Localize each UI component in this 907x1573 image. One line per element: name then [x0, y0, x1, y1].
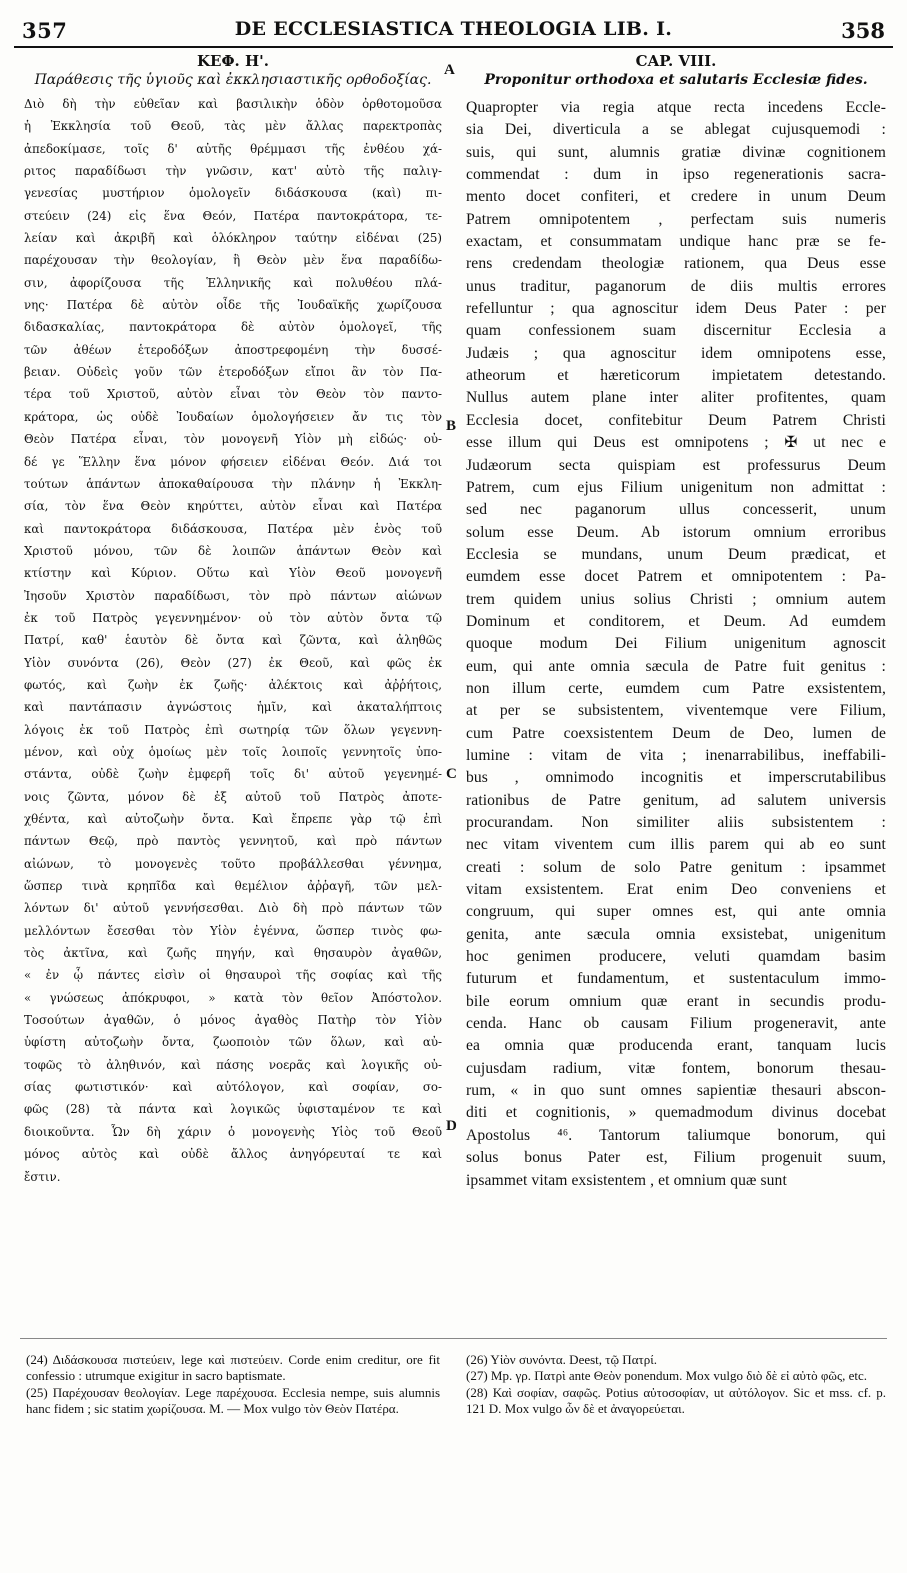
margin-letter-a: A: [444, 62, 455, 78]
latin-text-line: Ecclesia se mundans, unum Deum prædicat, et: [466, 545, 886, 563]
greek-text-line: λόγοις ἐκ τοῦ Πατρὸς ἐπὶ σωτηρίᾳ τῶν ὅλων γεγεννη-: [24, 722, 442, 737]
latin-text-line: bile eorum omnium quæ erant in secundis produ-: [466, 992, 886, 1010]
greek-text-line: καὶ παντοκράτορα διδάσκουσα, Πατέρα μὲν ἑνὸς τοῦ: [24, 521, 442, 536]
footnote: (28) Καὶ σοφίαν, σαφῶς. Potius αὐτοσοφίαν, ut αὐτόλογον. Sic et mss. cf. p. 121 D. Mox vulgo ὧν δὲ et ἀναγορεύεται.: [466, 1384, 886, 1416]
latin-text-line: esse illum qui Deus est omnipotens ; ✠ ut nec e: [466, 434, 886, 452]
greek-text-line: καὶ παντάπασιν ἀγνώστοις ἡμῖν, καὶ ἀκαταλήπτοις: [24, 700, 442, 715]
margin-letter-d: D: [446, 1118, 457, 1134]
latin-text-line: cenda. Hanc ob causam Filium progeneravit, ante: [466, 1015, 886, 1033]
footnotes-right: [466, 1352, 886, 1417]
latin-text-line: Apostolus ⁴⁶. Tantorum taliumque bonorum, qui: [466, 1126, 886, 1144]
greek-text-line: δέ γε Ἕλλην ἕνα μόνον φήσειεν εἰδέναι Θεόν. Διά τοι: [24, 454, 442, 469]
greek-text-line: ἡ Ἐκκλησία τοῦ Θεοῦ, τὰς μὲν ἄλλας παρεκτροπὰς: [24, 119, 442, 134]
greek-text-line: ριτος παραδίδωσι τὴν γνῶσιν, κατ' αὐτὸ τῆς παλιγ-: [24, 164, 442, 179]
latin-text-line: Judæorum secta quispiam est professurus Deum: [466, 456, 886, 474]
latin-text-line: Patrem omnipotentem , perfectam suis numeris: [466, 210, 886, 228]
greek-text-line: πάντων Θεῷ, πρὸ παντὸς γεννητοῦ, καὶ πρὸ πάντων: [24, 834, 442, 849]
footnotes-left: [26, 1352, 440, 1417]
latin-text-line: quam confessionem suam discernitur Ecclesia a: [466, 322, 886, 340]
latin-chapter-subtitle: Proponitur orthodoxa et salutaris Ecclesiæ fides.: [484, 72, 868, 88]
latin-text-line: cum Patre coexsistentem Deum de Deo, lumen de: [466, 724, 886, 742]
latin-text-line: rum, « in quo sunt omnes sapientiæ thesauri abscon-: [466, 1082, 886, 1100]
latin-text-line: Ecclesia docet, confitebitur Deum Patrem Christi: [466, 411, 886, 429]
greek-text-line: στεύειν (24) εἰς ἕνα Θεόν, Πατέρα παντοκράτορα, τε-: [24, 208, 442, 223]
greek-text-line: παρέχουσαν τὴν θεολογίαν, ἣ Θεὸν μὲν ἕνα παραδίδω-: [24, 253, 442, 268]
latin-text-line: ipsammet vitam exsistentem , et omnium quæ sunt: [466, 1171, 787, 1189]
greek-text-line: λόντων δι' αὐτοῦ γεννήσεσθαι. Διὸ δὴ πρὸ πάντων τῶν: [24, 901, 442, 916]
greek-text-line: νης· Πατέρα δὲ αὐτὸν οἶδε τῆς Ἰουδαϊκῆς χωρίζουσα: [24, 298, 442, 313]
greek-chapter-subtitle: Παράθεσις τῆς ὑγιοῦς καὶ ἐκκλησιαστικῆς ορθοδοξίας.: [34, 72, 432, 88]
latin-text-line: nec vitam viventem cum illis parem qui ab eo sunt: [466, 836, 886, 854]
latin-text-line: Quapropter via regia atque recta incedens Eccle-: [466, 99, 886, 116]
greek-text-line: σία, τὸν ἕνα Θεὸν κηρύττει, αὐτὸν εἶναι καὶ Πατέρα: [24, 499, 442, 514]
footnote: (24) Διδάσκουσα πιστεύειν, lege καὶ πιστεύειν. Corde enim creditur, ore fit confessio : utrumque exigitur in sacro baptismate.: [26, 1352, 440, 1384]
latin-text-line: Patrem, cum ejus Filium unigenitum non admittat :: [466, 478, 886, 496]
latin-text-line: hoc genimen producere, veluti quamdam basim: [466, 948, 886, 966]
latin-text-line: procurandam. Non similiter aliis subsistentem :: [466, 814, 886, 831]
latin-text-line: solum esse Deum. Ab istorum omnium erroribus: [466, 523, 886, 541]
footnote-rule: [20, 1338, 887, 1339]
greek-text-line: τὸς ἀκτῖνα, καὶ ζωῆς πηγήν, καὶ θησαυρὸν ἀγαθῶν,: [24, 946, 442, 961]
latin-text-line: congruum, qui super omnes est, qui ante omnia: [466, 903, 886, 921]
latin-text-line: Nullus autem plane inter aliter profitentes, quam: [466, 389, 886, 407]
greek-text-line: φῶς (28) τὰ πάντα καὶ λογικῶς ὑφισταμένον τε καὶ: [24, 1102, 442, 1117]
greek-text-line: Ἰησοῦν Χριστὸν παραδίδωσι, τὸν πρὸ πάντων αἰώνων: [24, 588, 442, 603]
greek-text-line: ὥσπερ τινὰ κρηπῖδα καὶ θεμέλιον ἀῤῥαγῆ, τῶν μελ-: [24, 879, 442, 894]
greek-text-line: Τοσούτων ἀγαθῶν, ὁ μόνος ἀγαθὸς Πατὴρ τὸν Υἱὸν: [24, 1013, 442, 1028]
greek-text-line: σιν, ἀφορίζουσα τῆς Ἑλληνικῆς καὶ πολυθέου πλά-: [24, 275, 442, 290]
greek-text-line: κτίστην καὶ Κύριον. Οὕτω καὶ Υἱὸν Θεοῦ μονογενῆ: [24, 566, 442, 581]
latin-text-line: mento docet confiteri, et credere in unum Deum: [466, 188, 886, 206]
greek-text-line: τούτων ἁπάντων ἀποκαθαίρουσα τὴν πλάνην ἡ Ἐκκλη-: [24, 476, 442, 491]
latin-text-line: eumdem esse docet Patrem et omnipotentem : Pa-: [466, 568, 886, 586]
page-number-left: 357: [22, 18, 68, 43]
margin-letter-c: C: [446, 766, 457, 782]
greek-text-line: διοικοῦντα. Ὧν δὴ χάριν ὁ μονογενὴς Υἱὸς τοῦ Θεοῦ: [24, 1124, 442, 1139]
greek-chapter-heading: ΚΕΦ. Η'.: [197, 52, 269, 70]
footnote: (25) Παρέχουσαν θεολογίαν. Lege παρέχουσα. Ecclesia nempe, suis alumnis hanc fidem ; sic statim χωρίζουσα. M. — Mox vulgo τὸν Θεὸν Πατέρα.: [26, 1384, 440, 1416]
greek-text-line: ἀπεδοκίμασε, τοῖς δ' αὐτῆς θρέμμασι τῆς ἐνθέου χά-: [24, 141, 442, 156]
greek-text-line: λείαν καὶ ἀκριβῆ καὶ ὁλόκληρον ταύτην εἰδέναι (25): [24, 231, 442, 246]
latin-text-line: sia Dei, diverticula a se ablegat cujusquemodi :: [466, 121, 886, 139]
latin-text-line: at per se subsistentem, viventemque vere Filium,: [466, 702, 886, 720]
latin-text-line: trem quidem unius solius Christi ; omnium autem: [466, 590, 886, 608]
latin-text-line: atheorum et hæreticorum impietatem detestando.: [466, 367, 886, 385]
greek-text-line: μελλόντων ἔσεσθαι τὸν Υἱὸν ἐγέννα, ὥσπερ τινὸς φω-: [24, 923, 442, 938]
margin-letter-b: B: [446, 418, 457, 434]
latin-text-line: ea omnia quæ producenda erant, tanquam lucis: [466, 1037, 886, 1055]
greek-text-line: Πατρί, καθ' ἑαυτὸν δὲ ὄντα καὶ ζῶντα, καὶ ἀληθῶς: [24, 633, 442, 648]
greek-text-line: « ἐν ᾧ πάντες εἰσὶν οἱ θησαυροὶ τῆς σοφίας καὶ τῆς: [24, 968, 442, 983]
latin-text-line: non illum certe, eumdem cum Patre exsistentem,: [466, 679, 886, 697]
latin-text-line: futurum et fundamentum, et sustentaculum immo-: [466, 970, 886, 988]
greek-text-line: Χριστοῦ μόνου, τῶν δὲ λοιπῶν ἁπάντων Θεὸν καὶ: [24, 543, 442, 558]
greek-text-line: νοις ζῶντα, μόνον δὲ ἐξ αὐτοῦ τοῦ Πατρὸς ἀποτε-: [24, 789, 442, 804]
greek-text-line: φωτός, καὶ ζωὴν ἐκ ζωῆς· ἀλέκτοις καὶ ἀῤῥήτοις,: [24, 677, 442, 692]
greek-text-line: ὑφίστη αὐτοζωὴν ὄντα, ζωοποιὸν τῶν ὅλων, καὶ αὐ-: [24, 1035, 442, 1050]
greek-text-line: Υἱὸν συνόντα (26), Θεὸν (27) ἐκ Θεοῦ, καὶ φῶς ἐκ: [24, 655, 442, 670]
greek-text-line: « γνώσεως ἀπόκρυφοι, » κατὰ τὸν θεῖον Ἀπόστολον.: [24, 990, 442, 1005]
latin-text-line: quoque modum Dei Filium unigenitum agnoscit: [466, 635, 886, 653]
latin-text-line: bus , omnimodo incognitis et imperscrutabilibus: [466, 769, 886, 787]
greek-text-line: χθέντα, καὶ αὐτοζωὴν ὄντα. Καὶ ἔπρεπε γὰρ τῷ ἐπὶ: [24, 812, 442, 826]
footnote: (26) Υἱὸν συνόντα. Deest, τῷ Πατρί.: [466, 1352, 657, 1367]
running-title: DE ECCLESIASTICA THEOLOGIA LIB. I.: [234, 18, 673, 40]
latin-text-line: genita, ante sæcula omnia exsistebat, unigenitum: [466, 925, 886, 943]
header-rule: [14, 46, 893, 48]
latin-text-line: eum, qui ante omnia sæcula de Patre fuit genitus :: [466, 657, 886, 675]
greek-text-line: βειαν. Οὐδεὶς γοῦν τῶν ἑτεροδόξων εἴποι ἂν τὸν Πα-: [24, 365, 442, 380]
latin-text-line: exactam, et consummatam undique hanc præ se fe-: [466, 233, 886, 251]
greek-text-line: Διὸ δὴ τὴν εὐθεῖαν καὶ βασιλικὴν ὁδὸν ὀρθοτομοῦσα: [24, 97, 442, 111]
latin-column: [466, 50, 886, 1192]
latin-text-line: diti et cognitionis, » quemadmodum divinus docebat: [466, 1104, 886, 1122]
latin-text-line: Judæis ; qua agnoscitur idem omnipotens esse,: [466, 344, 886, 362]
greek-text-line: στάντα, οὐδὲ ζωὴν ἐμφερῆ τοῖς δι' αὐτοῦ γεγενημέ-: [24, 767, 442, 782]
latin-text-line: suis, qui sunt, alumnis gratiæ divinæ cognitionem: [466, 143, 886, 161]
latin-text-line: vitam exsistentem. Erat enim Deo conveniens et: [466, 881, 886, 899]
greek-text-line: μόνος αὐτὸς καὶ οὐδὲ ἄλλος ἀνηγόρευταί τε καὶ: [24, 1147, 442, 1162]
latin-body-text: [466, 97, 886, 1192]
latin-text-line: lumine : vitam de vita ; inenarrabilibus, ineffabili-: [466, 746, 886, 764]
greek-text-line: αἰώνων, τὸ μονογενὲς τοῦτο προβάλλεσθαι γέννημα,: [24, 856, 442, 871]
greek-text-line: Θεὸν Πατέρα εἶναι, τὸν μονογενῆ Υἱὸν μὴ εἰδώς· οὐ-: [24, 432, 442, 447]
greek-text-line: σίας φωτιστικόν· καὶ αὐτόλογον, καὶ σοφίαν, σο-: [24, 1080, 442, 1095]
latin-text-line: solus bonus Pater est, Filium progenuit suum,: [466, 1149, 886, 1167]
greek-text-line: ἔστιν.: [24, 1169, 61, 1184]
latin-text-line: unus traditur, paganorum de diis multis errores: [466, 277, 886, 295]
greek-text-line: τέρα τοῦ Χριστοῦ, αὐτὸν εἶναι τὸν Θεὸν τὸν παντο-: [24, 387, 442, 402]
latin-text-line: refelluntur ; qua agnoscitur idem Deus Pater : per: [466, 300, 886, 318]
footnote: (27) Mp. γρ. Πατρὶ ante Θεὸν ponendum. Mox vulgo διὸ δὲ εἰ αὐτὸ φῶς, etc.: [466, 1368, 868, 1384]
latin-text-line: rationibus de Patre genitum, ad salutem universis: [466, 791, 886, 809]
latin-text-line: Dominum et conditorem, et Deum. Ad eumdem: [466, 612, 886, 630]
latin-chapter-heading: CAP. VIII.: [635, 52, 717, 70]
latin-text-line: rens credendam theologiæ rationem, qua Deus esse: [466, 255, 886, 273]
greek-column: [24, 50, 442, 1188]
greek-text-line: τοφῶς τὸ ἀληθινόν, καὶ πάσης νοερᾶς καὶ λογικῆς οὐ-: [24, 1057, 442, 1072]
greek-text-line: μένον, καὶ οὐχ ὁμοίως μὲν τοῖς λοιποῖς γεννητοῖς ὑπο-: [24, 744, 442, 759]
latin-text-line: commendat : dum in ipso regenerationis sacra-: [466, 166, 886, 184]
greek-text-line: κράτορα, ὡς οὐδὲ Ἰουδαίων ὁμολογήσειεν ἄν τις τὸν: [24, 409, 442, 424]
greek-text-line: γενεσίας μυστήριον ὁμολογεῖν διδάσκουσα (καὶ) πι-: [24, 186, 442, 201]
latin-text-line: cujusdam radium, vitæ fontem, bonorum thesau-: [466, 1059, 886, 1077]
page-header: [18, 18, 889, 46]
page-number-right: 358: [841, 18, 885, 43]
latin-text-line: creati : solum de solo Patre genitum : ipsammet: [466, 858, 886, 876]
latin-text-line: sed nec paganorum ullus concesserit, unum: [466, 501, 886, 519]
greek-text-line: τῶν ἀθέων ἑτεροδόξων ἀποστρεφομένη τὴν δυσσέ-: [24, 342, 442, 357]
greek-text-line: ἐκ τοῦ Πατρὸς γεγεννημένον· οὐ τὸν αὐτὸν ὄντα τῷ: [24, 610, 442, 625]
greek-text-line: διδασκαλίας, παντοκράτορα δὲ αὐτὸν ὁμολογεῖ, τῆς: [24, 320, 442, 335]
greek-body-text: [24, 93, 442, 1188]
